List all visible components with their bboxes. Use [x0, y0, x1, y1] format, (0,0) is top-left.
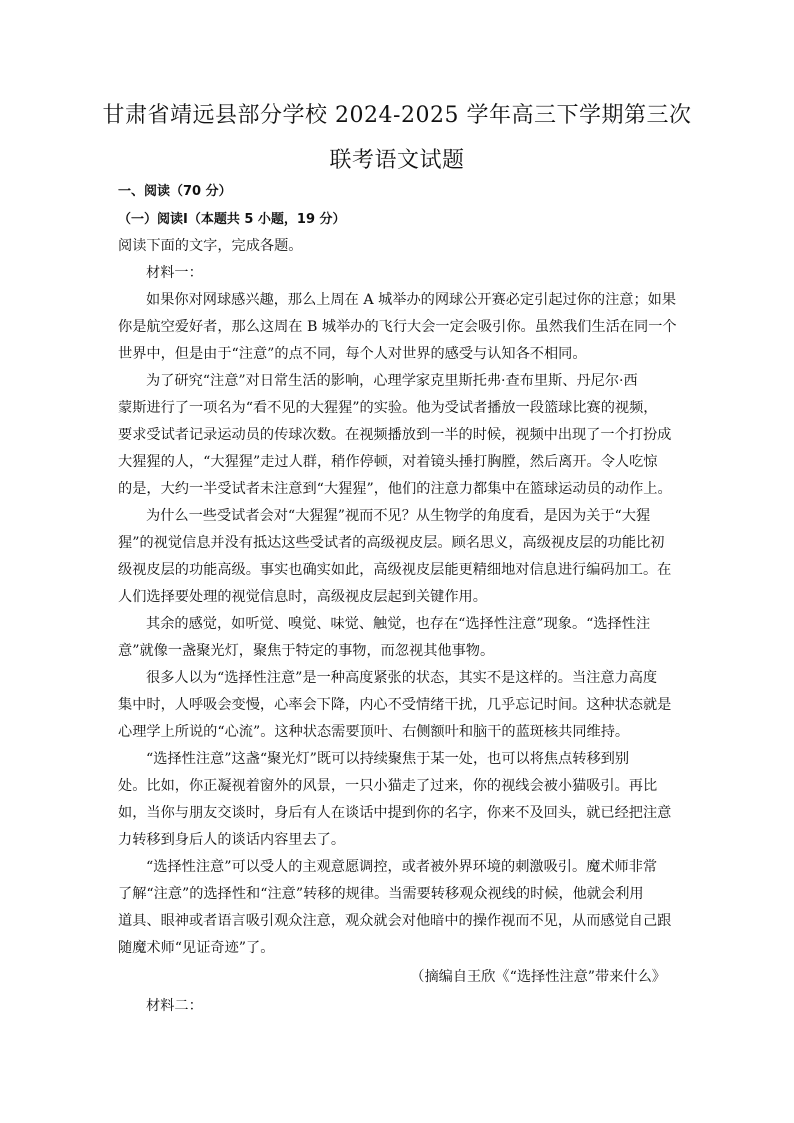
- paragraph-line: 要求受试者记录运动员的传球次数。在视频播放到一半的时候，视频中出现了一个打扮成: [118, 427, 672, 443]
- paragraph-line: 世界中，但是由于“注意”的点不同，每个人对世界的感受与认知各不相同。: [118, 346, 587, 362]
- section-heading: 一、阅读（70 分）: [118, 184, 232, 199]
- paragraph-line: 很多人以为“选择性注意”是一种高度紧张的状态，其实不是这样的。当注意力高度: [146, 670, 658, 686]
- document-title-line-1: 甘肃省靖远县部分学校 2024-2025 学年高三下学期第三次: [102, 103, 692, 128]
- paragraph-line: 级视皮层的功能高级。事实也确实如此，高级视皮层能更精细地对信息进行编码加工。在: [118, 562, 672, 578]
- paragraph-line: 的是，大约一半受试者未注意到“大猩猩”，他们的注意力都集中在篮球运动员的动作上。: [118, 481, 672, 497]
- paragraph-line: 其余的感觉，如听觉、嗅觉、味觉、触觉，也存在“选择性注意”现象。“选择性注: [146, 616, 651, 632]
- paragraph-line: 为了研究“注意”对日常生活的影响，心理学家克里斯托弗·查布里斯、丹尼尔·西: [146, 373, 638, 389]
- document-title-line-2: 联考语文试题: [329, 148, 465, 173]
- paragraph-line: “选择性注意”这盏“聚光灯”既可以持续聚焦于某一处，也可以将焦点转移到别: [146, 751, 630, 767]
- paragraph-line: 如，当你与朋友交谈时，身后有人在谈话中提到你的名字，你来不及回头，就已经把注意: [118, 805, 672, 821]
- paragraph-line: 心理学上所说的“心流”。这种状态需要顶叶、右侧额叶和脑干的蓝斑核共同维持。: [118, 724, 630, 740]
- paragraph-line: “选择性注意”可以受人的主观意愿调控，或者被外界环境的刺激吸引。魔术师非常: [146, 859, 658, 875]
- paragraph-line: 了解“注意”的选择性和“注意”转移的规律。当需要转移观众视线的时候，他就会利用: [118, 886, 644, 902]
- paragraph-line: 力转移到身后人的谈话内容里去了。: [118, 832, 346, 848]
- section-subheading: （一）阅读Ⅰ（本题共 5 小题，19 分）: [118, 212, 346, 227]
- material-1-source: （摘编自王欣《“选择性注意”带来什么》: [410, 969, 666, 985]
- paragraph-line: 处。比如，你正凝视着窗外的风景，一只小猫走了过来，你的视线会被小猫吸引。再比: [118, 778, 658, 794]
- paragraph-line: 道具、眼神或者语言吸引观众注意，观众就会对他暗中的操作视而不见，从而感觉自己跟: [118, 913, 672, 929]
- material-2-label: 材料二：: [146, 998, 203, 1014]
- paragraph-line: 猩”的视觉信息并没有抵达这些受试者的高级视皮层。顾名思义，高级视皮层的功能比初: [118, 535, 665, 551]
- paragraph-line: 大猩猩的人，“大猩猩”走过人群，稍作停顿，对着镜头捶打胸膛，然后离开。令人吃惊: [118, 454, 658, 470]
- reading-instruction: 阅读下面的文字，完成各题。: [118, 238, 303, 254]
- material-1-label: 材料一：: [146, 265, 203, 281]
- paragraph-line: 随魔术师“见证奇迹”了。: [118, 940, 275, 956]
- paragraph-line: 如果你对网球感兴趣，那么上周在 A 城举办的网球公开赛必定引起过你的注意；如果: [146, 292, 677, 308]
- paragraph-line: 意”就像一盏聚光灯，聚焦于特定的事物，而忽视其他事物。: [118, 643, 495, 659]
- paragraph-line: 人们选择要处理的视觉信息时，高级视皮层起到关键作用。: [118, 589, 487, 605]
- paragraph-line: 蒙斯进行了一项名为“看不见的大猩猩”的实验。他为受试者播放一段篮球比赛的视频，: [118, 400, 658, 416]
- paragraph-line: 集中时，人呼吸会变慢，心率会下降，内心不受情绪干扰，几乎忘记时间。这种状态就是: [118, 697, 672, 713]
- paragraph-line: 为什么一些受试者会对“大猩猩”视而不见？从生物学的角度看，是因为关于“大猩: [146, 508, 651, 524]
- paragraph-line: 你是航空爱好者，那么这周在 B 城举办的飞行大会一定会吸引你。虽然我们生活在同一个: [118, 319, 677, 335]
